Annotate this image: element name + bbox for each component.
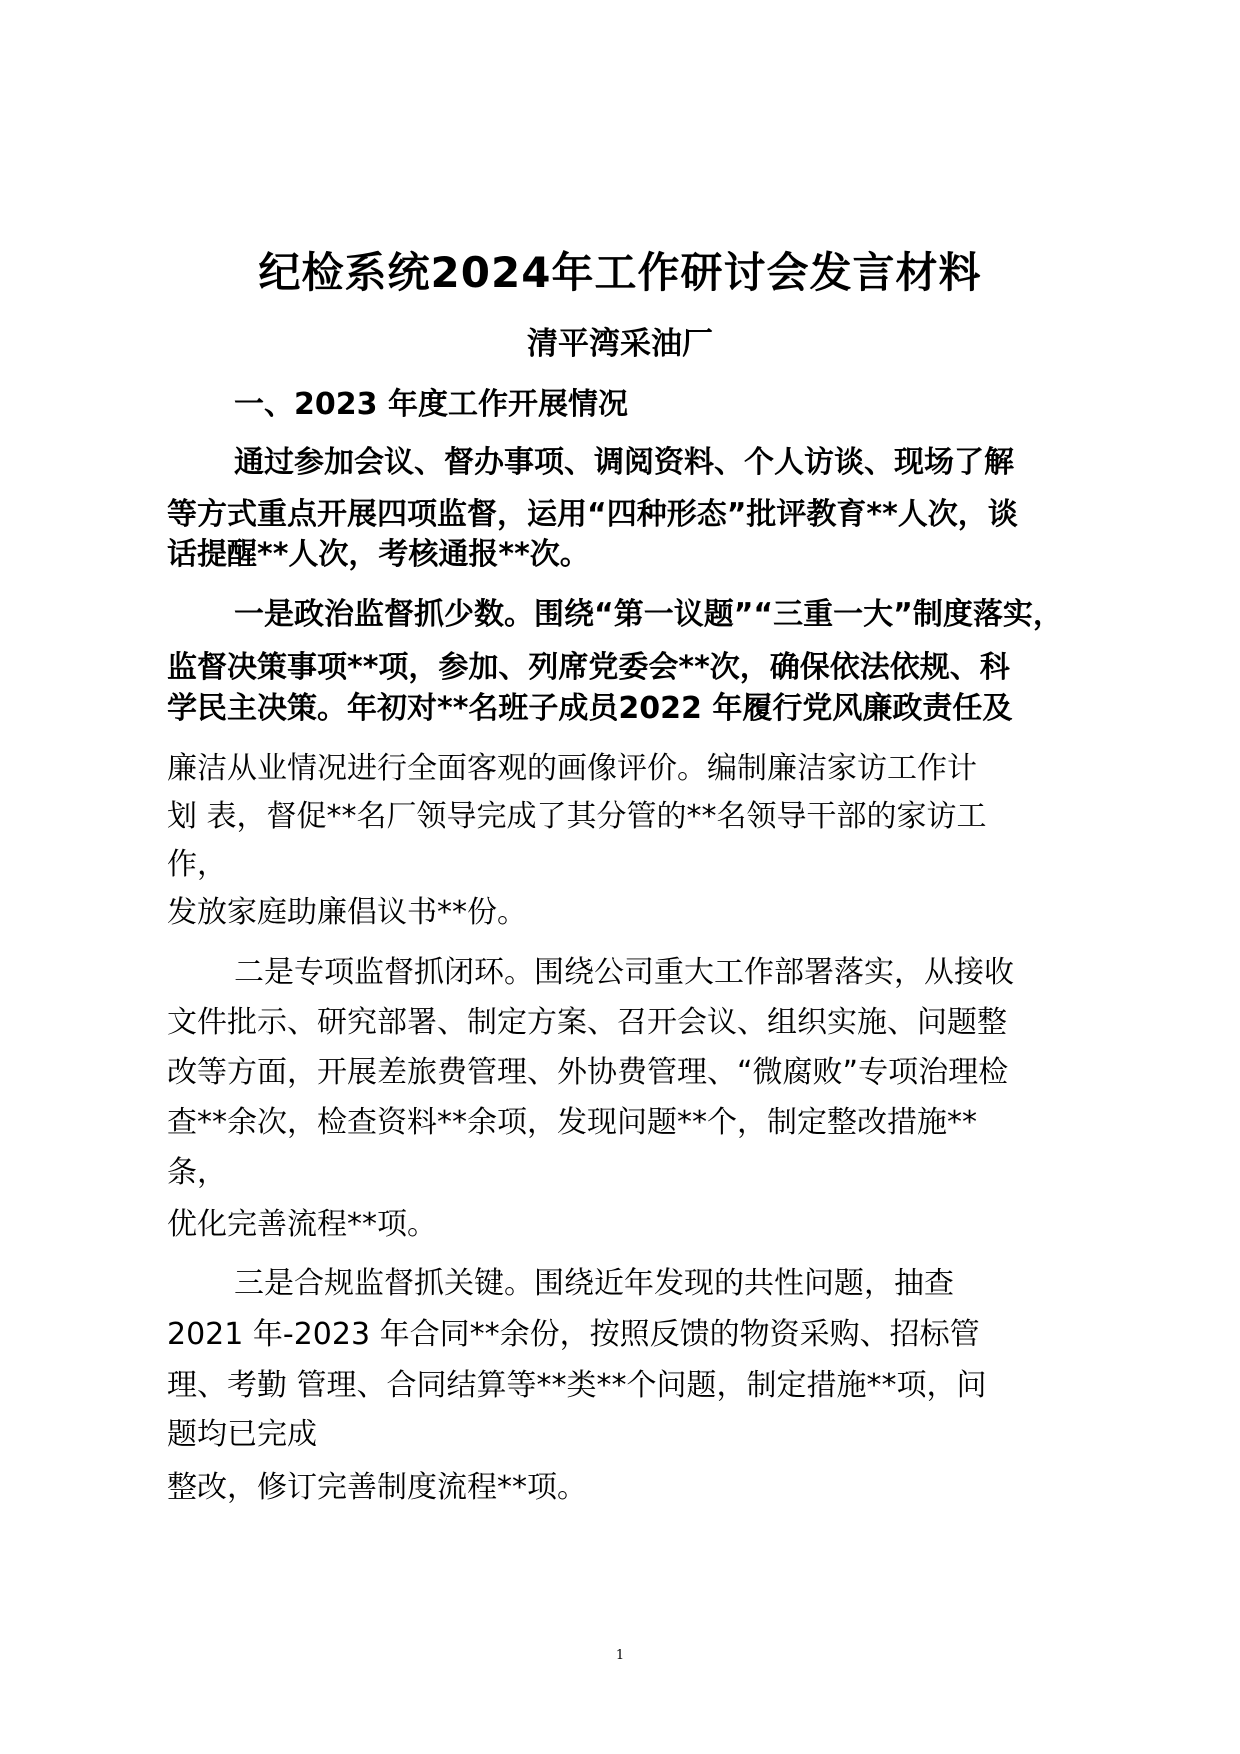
paragraph-line: 条， <box>167 1155 227 1190</box>
paragraph-line: 等方式重点开展四项监督，运用“四种形态”批评教育**人次，谈 <box>167 497 1018 532</box>
paragraph-line: 文件批示、研究部署、制定方案、召开会议、组织实施、问题整 <box>167 1005 1007 1040</box>
paragraph-line: 理、考勤 管理、合同结算等**类**个问题，制定措施**项，问 <box>167 1368 987 1403</box>
paragraph-line: 题均已完成 <box>167 1417 317 1452</box>
page-number: 1 <box>615 1648 625 1663</box>
paragraph-line: 改等方面，开展差旅费管理、外协费管理、“微腐败”专项治理检 <box>167 1055 1009 1090</box>
paragraph-line: 发放家庭助廉倡议书**份。 <box>167 895 527 930</box>
document-title: 纪检系统2024年工作研讨会发言材料 <box>258 248 982 297</box>
paragraph-line: 通过参加会议、督办事项、调阅资料、个人访谈、现场了解 <box>234 445 1014 480</box>
paragraph-line: 作， <box>167 847 227 882</box>
paragraph-line: 优化完善流程**项。 <box>167 1207 437 1242</box>
paragraph-line: 一是政治监督抓少数。围绕“第一议题”“三重一大”制度落实， <box>234 597 1063 632</box>
document-subtitle: 清平湾采油厂 <box>527 326 713 362</box>
paragraph-line: 2021 年-2023 年合同**余份，按照反馈的物资采购、招标管 <box>167 1317 980 1352</box>
paragraph-line: 学民主决策。年初对**名班子成员2022 年履行党风廉政责任及 <box>167 691 1013 726</box>
paragraph-line: 整改，修订完善制度流程**项。 <box>167 1470 587 1505</box>
paragraph-line: 三是合规监督抓关键。围绕近年发现的共性问题，抽查 <box>234 1266 954 1301</box>
paragraph-line: 话提醒**人次，考核通报**次。 <box>167 537 590 572</box>
paragraph-line: 划 表，督促**名厂领导完成了其分管的**名领导干部的家访工 <box>167 799 987 834</box>
paragraph-line: 监督决策事项**项，参加、列席党委会**次，确保依法依规、科 <box>167 650 1010 685</box>
paragraph-line: 查**余次，检查资料**余项，发现问题**个，制定整改措施** <box>167 1105 977 1140</box>
section-heading: 一、2023 年度工作开展情况 <box>234 387 628 422</box>
paragraph-line: 廉洁从业情况进行全面客观的画像评价。编制廉洁家访工作计 <box>167 751 977 786</box>
paragraph-line: 二是专项监督抓闭环。围绕公司重大工作部署落实，从接收 <box>234 955 1014 990</box>
